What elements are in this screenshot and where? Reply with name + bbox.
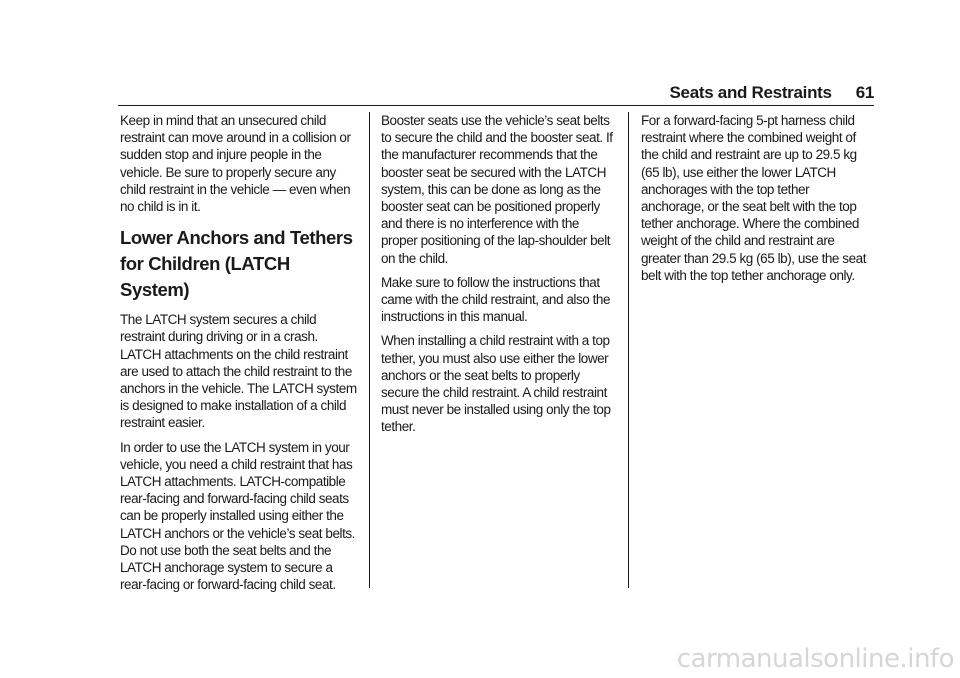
intro-paragraph: Keep in mind that an unsecured child restraint can move around in a collision or sudden stop and injure people in the vehicle. Be sure to properly secure any child restraint in the vehicle — even when no child is in it. xyxy=(120,113,351,215)
section-heading: Lower Anchors and Tethers for Children (LATCH System) xyxy=(120,227,353,301)
top-tether-paragraph: When installing a child restraint with a top tether, you must also use either the lower anchors or the seat belts to properly secure the child restraint. A child restraint must never be installed using only the top tether. xyxy=(381,333,611,435)
column-divider xyxy=(628,112,629,588)
column-1 xyxy=(120,112,360,600)
column-divider xyxy=(369,112,370,588)
booster-seat-paragraph: Booster seats use the vehicle’s seat belts to secure the child and the booster seat. If the manufacturer recommends that the booster seat be secured with the LATCH system, this can be done as long as the booster seat can be positioned properly and there is no interference with the proper positioning of the lap-shoulder belt on the child. xyxy=(381,113,613,266)
page-number: 61 xyxy=(855,83,874,102)
column-3 xyxy=(641,112,875,291)
watermark: carmanualsonline.info xyxy=(676,644,954,674)
header-divider xyxy=(118,105,874,106)
instructions-paragraph: Make sure to follow the instructions that came with the child restraint, and also the instructions in this manual. xyxy=(381,274,611,325)
latch-usage-paragraph: In order to use the LATCH system in your vehicle, you need a child restraint that has LATCH attachments. LATCH-compatible rear-facing and forward-facing child seats can be properly installed using either the LATCH anchors or the vehicle’s seat belts. Do not use both the seat belts and the LATCH anchorage system to secure a rear-facing or forward-facing child seat. xyxy=(120,439,355,593)
latch-description-paragraph: The LATCH system secures a child restraint during driving or in a crash. LATCH attachments on the child restraint are used to attach the child restraint to the anchors in the vehicle. The LATCH system is designed to make installation of a child restraint easier. xyxy=(120,312,357,431)
column-2 xyxy=(381,112,615,443)
page-header xyxy=(118,82,874,104)
harness-weight-paragraph: For a forward-facing 5-pt harness child restraint where the combined weight of the child and restraint are up to 29.5 kg (65 lb), use either the lower LATCH anchorages with the top tether anchorage, or the seat belt with the top tether anchorage. Where the combined weight of the child and restraint are greater than 29.5 kg (65 lb), use the seat belt with the top tether anchorage only. xyxy=(641,113,867,283)
section-title: Seats and Restraints xyxy=(669,83,832,102)
